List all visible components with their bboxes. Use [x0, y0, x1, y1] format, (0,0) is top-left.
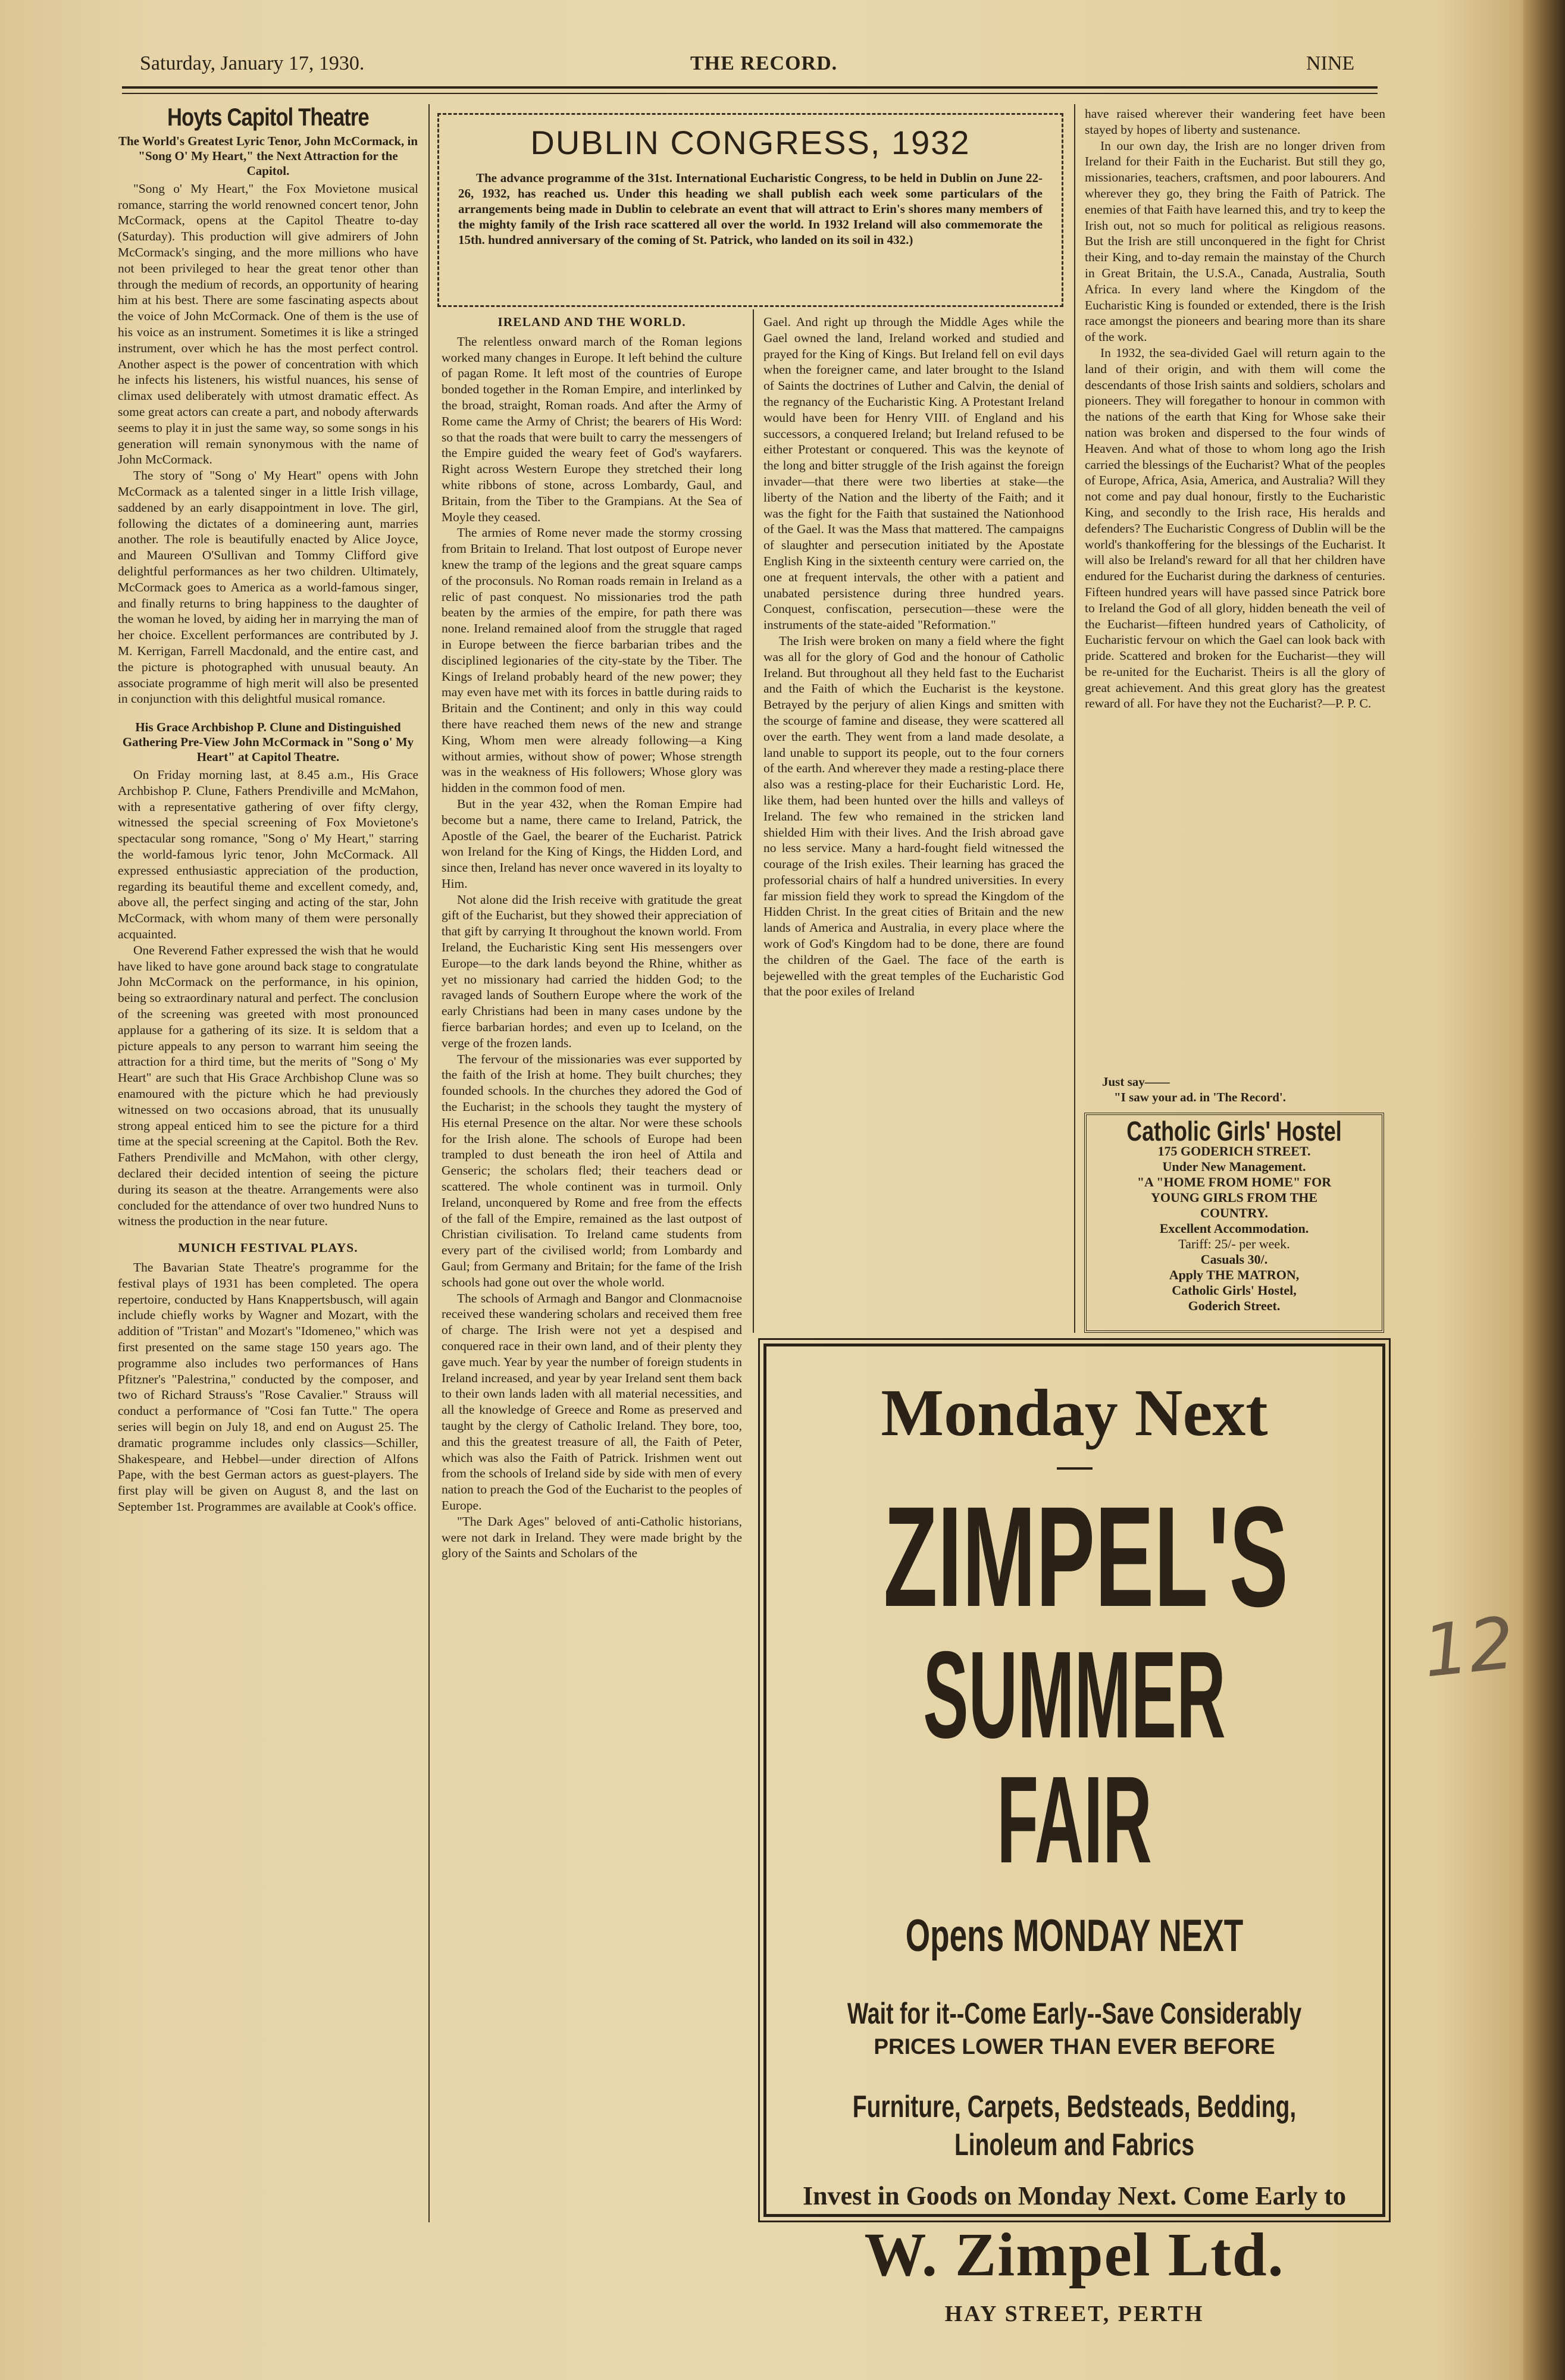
ad-opens-monday: Opens MONDAY NEXT [905, 1911, 1244, 1961]
column-ireland-3 [1085, 106, 1385, 712]
ad-address: HAY STREET, PERTH [944, 2301, 1204, 2326]
just-say-line-1: Just say—— [1102, 1075, 1170, 1089]
hostel-line: Excellent Accommodation. [1159, 1221, 1309, 1236]
page-edge [1523, 0, 1565, 2380]
paragraph: The Irish were broken on many a field where the fight was all for the glory of God and the honour of Catholic Ireland. But throughout all they held fast to the Eucharist and the Faith of which the Eucharist is the keystone. Betrayed by the perjury of alien Kings and smitten with the scourge of famine and disease, they were scattered all over the earth. They went from a land made desolate, a land unable to support its people, out to the four corners of the earth. And wherever they made a resting-place there also was a resting-place for their Eucharistic Lord. He, like them, had been hunted over the hills and valleys of Ireland. The few who remained in the stricken land shielded Him with their lives. And the Irish abroad gave no less service. Many a hard-fought field witnessed the courage of the Irish exiles. Their learning has graced the professorial chairs of half a hundred universities. In every far mission field they work to spread the Kingdom of the Hidden Christ. In the great cities of Britain and the new lands of America and Australia, in every place where the work of God's Kingdom had to be done, there are found the children of the Gael. The face of the earth is bejewelled with the great temples of the Eucharistic God that the poor exiles of Ireland [763, 633, 1064, 999]
hostel-tariff: Tariff: 25/- per week. [1178, 1236, 1290, 1251]
ad-company-name: W. Zimpel Ltd. [864, 2221, 1285, 2289]
page-header [128, 52, 1375, 76]
header-rule-thin [122, 93, 1378, 94]
paragraph: In 1932, the sea-divided Gael will return again to the land of their origin, and with them will come the descendants of those Irish saints and soldiers, scholars and pioneers. They will foregather to honour in common with the nations of the earth that King for Whose sake their nation was broken and dispersed to the four winds of Heaven. And what of those to whom long ago the Irish carried the blessings of the Eucharist? What of the peoples of Europe, Africa, Asia, America, and Australia? Will they not come and pay dual honour, firstly to the Eucharistic King, and secondly to the Irish race, His heralds and defenders? The Eucharistic Congress of Dublin will be the world's thankoffering for the blessings of the Eucharist. It will also be Ireland's reward for all that her children have endured for the Eucharist during the darkness of centuries. Fifteen hundred years will have passed since Patrick bore to Ireland the God of all glory, hidden beneath the veil of the Eucharist—fifteen hundred years of Catholicity, of Eucharistic fervour on which the Gael can look back with pride. Scattered and broken for the Eucharist—they will be re-united for the Eucharist. Theirs is all the glory of great achievement. And this great glory has the greatest reward of all. For have they not the Eucharist?—P. P. C. [1085, 345, 1385, 711]
header-page-number: NINE [1306, 52, 1355, 74]
column-ireland-2 [763, 314, 1064, 1000]
ad-summer-fair: SUMMER FAIR [923, 1626, 1226, 1889]
header-date: Saturday, January 17, 1930. [140, 52, 365, 74]
paragraph: The armies of Rome never made the stormy crossing from Britain to Ireland. That lost outpost of Europe never knew the tramp of the legions and the great square camps of the proconsuls. No Roman roads remain in Ireland as a relic of past conquest. No missionaries trod the path beaten by the armies of the empire, for path there was none. Ireland remained aloof from the struggle that raged in Europe between the fierce barbarian tribes and the disciplined legionaries of the city-state by the Tiber. The Kings of Ireland probably heard of the new power; they may even have met with its forces in battle during raids to Britain and the Continent; and only in this way could there have reached them news of the new and strange King, Whom men were already following—a King without armies, without show of power; Whose strength was in the weakness of His followers; Whose glory was hidden in the common food of men. [442, 525, 742, 796]
hostel-line: COUNTRY. [1200, 1205, 1268, 1220]
article-headline-munich: MUNICH FESTIVAL PLAYS. [178, 1241, 358, 1255]
paragraph: On Friday morning last, at 8.45 a.m., His Grace Archbishop P. Clune, Fathers Prendiville and McMahon, with a representative gathering of over fifty clergy, witnessed the special screening of Fox Movietone's spectacular song romance, "Song o' My Heart," starring the world-famous lyric tenor, John McCormack. All expressed enthusiastic appreciation of the production, regarding its beautiful theme and excellent comedy, and, above all, the perfect singing and acting of the star, John McCormack, with whom many of them were personally acquainted. [118, 768, 418, 942]
paragraph: "Song o' My Heart," the Fox Movietone musical romance, starring the world renowned concert tenor, John McCormack, opens at the Capitol Theatre to-day (Saturday). This production will give admirers of John McCormack's singing, and the more millions who have not been privileged to hear the great tenor other than through the medium of records, an opportunity of hearing him at his best. There are some fascinating aspects about the voice of John McCormack. One of them is the use of his voice as an instrument. Sometimes it is like a stringed instrument, over which he has the most perfect control. Another aspect is the power of concentration with which he infects his listeners, his wistful nuances, his sense of climax used deliberately with utmost dramatic effect. As some great actors can create a part, and nobody afterwards seems to play it in just the same way, so some songs in his generation will remain synonymous with the name of John McCormack. [118, 181, 418, 467]
header-rule [122, 86, 1378, 89]
article-headline-mccormack: The World's Greatest Lyric Tenor, John McCormack, in "Song O' My Heart," the Next Attraction for the Capitol. [118, 133, 418, 178]
hostel-advertisement [1084, 1113, 1384, 1333]
paragraph: The story of "Song o' My Heart" opens with John McCormack as a talented singer in a little Irish village, saddened by an early disappointment in love. The girl, following the dictates of a domineering aunt, marries another. The role is beautifully enacted by Alice Joyce, and Maureen O'Sullivan and Tommy Clifford give delightful performances as her two children. Ultimately, McCormack goes to America as a world-famous singer, and finally returns to bring happiness to the daughter of the woman he loved, by aiding her in marrying the man of her choice. Excellent performances are contributed by J. M. Kerrigan, Farrell Macdonald, and the entire cast, and the picture is photographed with unusual beauty. An associate programme of high merit will also be presented in conjunction with this delightful musical romance. [118, 468, 418, 706]
hostel-line: "A "HOME FROM HOME" FOR [1137, 1175, 1332, 1189]
hostel-address: 175 GODERICH STREET. [1157, 1144, 1311, 1158]
paragraph: The fervour of the missionaries was ever supported by the faith of the Irish at home. They built churches; they founded schools. In the churches they adored the God of the Eucharist; in the schools they taught the mystery of His eternal Presence on the altar. Nor were these schools for the Irish alone. The schools of Europe had been trampled to dust beneath the iron heel of Attila and Genseric; the scholars fled; their teachers dead or scattered. The whole continent was in turmoil. Only Ireland, unconquered by Rome and free from the effects of the fall of the Empire, remained as the last outpost of Christian civilisation. To Ireland came students from every part of the civilised world; from Lombardy and Gaul; from Germany and Britain; for the fame of the Irish schools had gone out over the whole world. [442, 1051, 742, 1289]
paragraph: Gael. And right up through the Middle Ages while the Gael owned the land, Ireland worked and studied and prayed for the King of Kings. But Ireland fell on evil days when the foreigner came, and later brought to the Island of Saints the doctrines of Luther and Calvin, the denial of the regnancy of the Eucharistic King. A Protestant Ireland would have been for Henry VIII. of England and his successors, a conquered Ireland; but Ireland refused to be either Protestant or conquered. This was the keynote of the long and bitter struggle of the Irish against the foreign invader—that there were two liberties at stake—the liberty of the Nation and the liberty of the Faith; and it was the fight for the Faith that sustained the Nationhood of the Gael. It was the Mass that mattered. The campaigns of slaughter and persecution initiated by the Apostate English King in the sixteenth century were carried on, the one at frequent intervals, the other with a patient and unabated persistence during three hundred years. Conquest, confiscation, persecution—these were the instruments of the state-aided "Reformation." [763, 315, 1064, 632]
hostel-line: Catholic Girls' Hostel, [1172, 1283, 1297, 1298]
hostel-casuals: Casuals 30/. [1200, 1252, 1268, 1267]
ad-wait-for-it: Wait for it--Come Early--Save Considerably [847, 1997, 1302, 2030]
just-say-note [1090, 1074, 1388, 1105]
paragraph: One Reverend Father expressed the wish that he would have liked to have gone around back stage to congratulate John McCormack on the performance, in his opinion, being so extraordinary natural and perfect. The conclusion of the screening was greeted with most pronounced applause for a gathering of its size. It is seldom that a picture appeals to any person to warrant him seeing the attraction for a third time, but the merits of "Song o' My Heart" are such that His Grace Archbishop Clune was so enamoured with the picture which he had previously witnessed on two occasions abroad, that its unusually strong appeal enticed him to see the picture for a third time at the special screening at the Capitol. Both the Rev. Fathers Prendiville and McMahon, with other clergy, declared their decided intention of seeing the picture during its season at the theatre. Arrangements were also concluded for the attendance of over two hundred Nuns to witness the production in the near future. [118, 942, 418, 1229]
article-subhead-ireland: IRELAND AND THE WORLD. [497, 315, 686, 329]
column-divider [1074, 104, 1075, 1333]
article-headline-archbishop: His Grace Archbishop P. Clune and Distinguished Gathering Pre-View John McCormack in "Song o' My Heart" at Capitol Theatre. [122, 720, 414, 765]
ad-products-line-2: Linoleum and Fabrics [954, 2128, 1195, 2162]
congress-intro: The advance programme of the 31st. International Eucharistic Congress, to be held in Dublin on June 22-26, 1932, has reached us. Under this heading we shall publish each week some particulars of the arrangements being made in Dublin to celebrate an event that will attract to Erin's shores many members of the mighty family of the Irish race scattered all over the world. In 1932 Ireland will also commemorate the 15th. hundred anniversary of the coming of St. Patrick, who landed on its soil in 432.) [458, 171, 1043, 247]
hostel-line: Under New Management. [1162, 1159, 1306, 1174]
handwritten-annotation: 12 [1419, 1602, 1519, 1694]
paragraph: Not alone did the Irish receive with gratitude the great gift of the Eucharist, but they showed their appreciation of that gift by carrying It throughout the known world. From Ireland, the Eucharistic King sent His messengers over Europe—to the dark lands beyond the Rhine, whither as yet no missionary had carried the hidden God; to the ravaged lands of Southern Europe where the work of the early Christians had been in many cases undone by the fierce barbarian hordes; and even up to Iceland, on the verge of the frozen lands. [442, 892, 742, 1050]
ad-zimpels: ZIMPEL'S [883, 1477, 1288, 1636]
just-say-line-2: "I saw your ad. in 'The Record'. [1114, 1090, 1286, 1104]
paragraph: have raised wherever their wandering feet have been stayed by hopes of liberty and sustenance. [1085, 107, 1385, 137]
column-ireland-1 [442, 314, 742, 1561]
header-paper-name: THE RECORD. [690, 52, 838, 74]
paragraph: "The Dark Ages" beloved of anti-Catholic historians, were not dark in Ireland. They were made bright by the glory of the Saints and Scholars of the [442, 1514, 742, 1561]
ad-prices-lower: PRICES LOWER THAN EVER BEFORE [874, 2034, 1275, 2059]
congress-title: DUBLIN CONGRESS, 1932 [530, 124, 971, 161]
paragraph: In our own day, the Irish are no longer driven from Ireland for their Faith in the Eucharist. But still they go, missionaries, teachers, craftsmen, and poor labourers. And wherever they go, they bring the Faith of Patrick. The enemies of that Faith have learned this, and try to keep the Irish out, not so much for political as religious reasons. But the Irish are still unconquered in the fight for Christ their King, and to-day remain the mainstay of the Church in Great Britain, the U.S.A., Canada, Australia, South Africa. In every land where the Kingdom of the Eucharistic King is founded or extended, there is the Irish race amongst the pioneers and bearing more than its share of the work. [1085, 138, 1385, 345]
column-divider [753, 309, 754, 1333]
zimpel-advertisement [763, 1344, 1385, 2326]
paragraph: The relentless onward march of the Roman legions worked many changes in Europe. It left behind the culture of pagan Rome. It left most of the countries of Europe bonded together in the Roman Empire, and interlinked by the broad, straight, Roman roads. And after the Army of Rome came the Army of Christ; the bearers of His Word: so that the roads that were built to carry the messengers of the Empire guided the weary feet of God's wayfarers. Right across Western Europe they stretched their long white ribbons of stone, across Lombardy, Gaul, and Britain, from the Tiber to the Grampians. At the Sea of Moyle they ceased. [442, 334, 742, 524]
hostel-line: YOUNG GIRLS FROM THE [1150, 1190, 1318, 1205]
ad-products [843, 2088, 1305, 2164]
ad-divider [1057, 1467, 1093, 1470]
paragraph: But in the year 432, when the Roman Empire had become but a name, there came to Ireland, Patrick, the Apostle of the Gael, the bearer of the Eucharist. Patrick won Ireland for the King of Kings, the Hidden Lord, and since then, Ireland has never once wavered in its loyalty to Him. [442, 796, 742, 891]
column-theatre [118, 103, 418, 1515]
ad-products-line-1: Furniture, Carpets, Bedsteads, Bedding, [852, 2090, 1297, 2124]
article-title-hoyts: Hoyts Capitol Theatre [167, 103, 369, 131]
paragraph: The schools of Armagh and Bangor and Clonmacnoise received these wandering scholars and received them free of charge. The Irish were not yet a despised and conquered race in their own land, and of their plenty they gave much. Year by year the number of foreign students in Ireland increased, and year by year Ireland sent them back to their own lands laden with all material necessities, and all the knowledge of Greece and Rome as preserved and taught by the clergy of Catholic Ireland. They bore, too, and this the greatest treasure of all, the Faith of Peter, which was also the Faith of Patrick. Irishmen went out from the schools of Ireland side by side with men of every nation to preach the God of the Eucharist to the peoples of Europe. [442, 1291, 742, 1512]
dublin-congress-box [437, 113, 1063, 307]
hostel-title: Catholic Girls' Hostel [1126, 1116, 1342, 1147]
ad-monday-next: Monday Next [881, 1376, 1268, 1450]
ad-invest: Invest in Goods on Monday Next. Come Early to [802, 2181, 1347, 2210]
hostel-line: Goderich Street. [1188, 1298, 1281, 1313]
hostel-line: Apply THE MATRON, [1169, 1267, 1300, 1282]
column-divider [428, 104, 430, 2222]
paragraph: The Bavarian State Theatre's programme for the festival plays of 1931 has been completed. The opera repertoire, conducted by Hans Knappertsbusch, will again include chiefly works by Wagner and Mozart, with the addition of "Tristan" and Mozart's "Idomeneo," which was first presented on the same stage 150 years ago. The programme also includes two performances of Hans Pfitzner's "Palestrina," conducted by the composer, and two of Richard Strauss's "Rose Cavalier." Strauss will conduct a performance of "Cosi fan Tutte." The opera series will begin on July 18, and end on August 25. The dramatic programme includes only classics—Schiller, Shakespeare, and Hebbel—under direction of Alfons Pape, with the best German actors as guest-players. The first play will be given on August 8, and the last on September 1st. Programmes are available at Cook's office. [118, 1260, 418, 1514]
